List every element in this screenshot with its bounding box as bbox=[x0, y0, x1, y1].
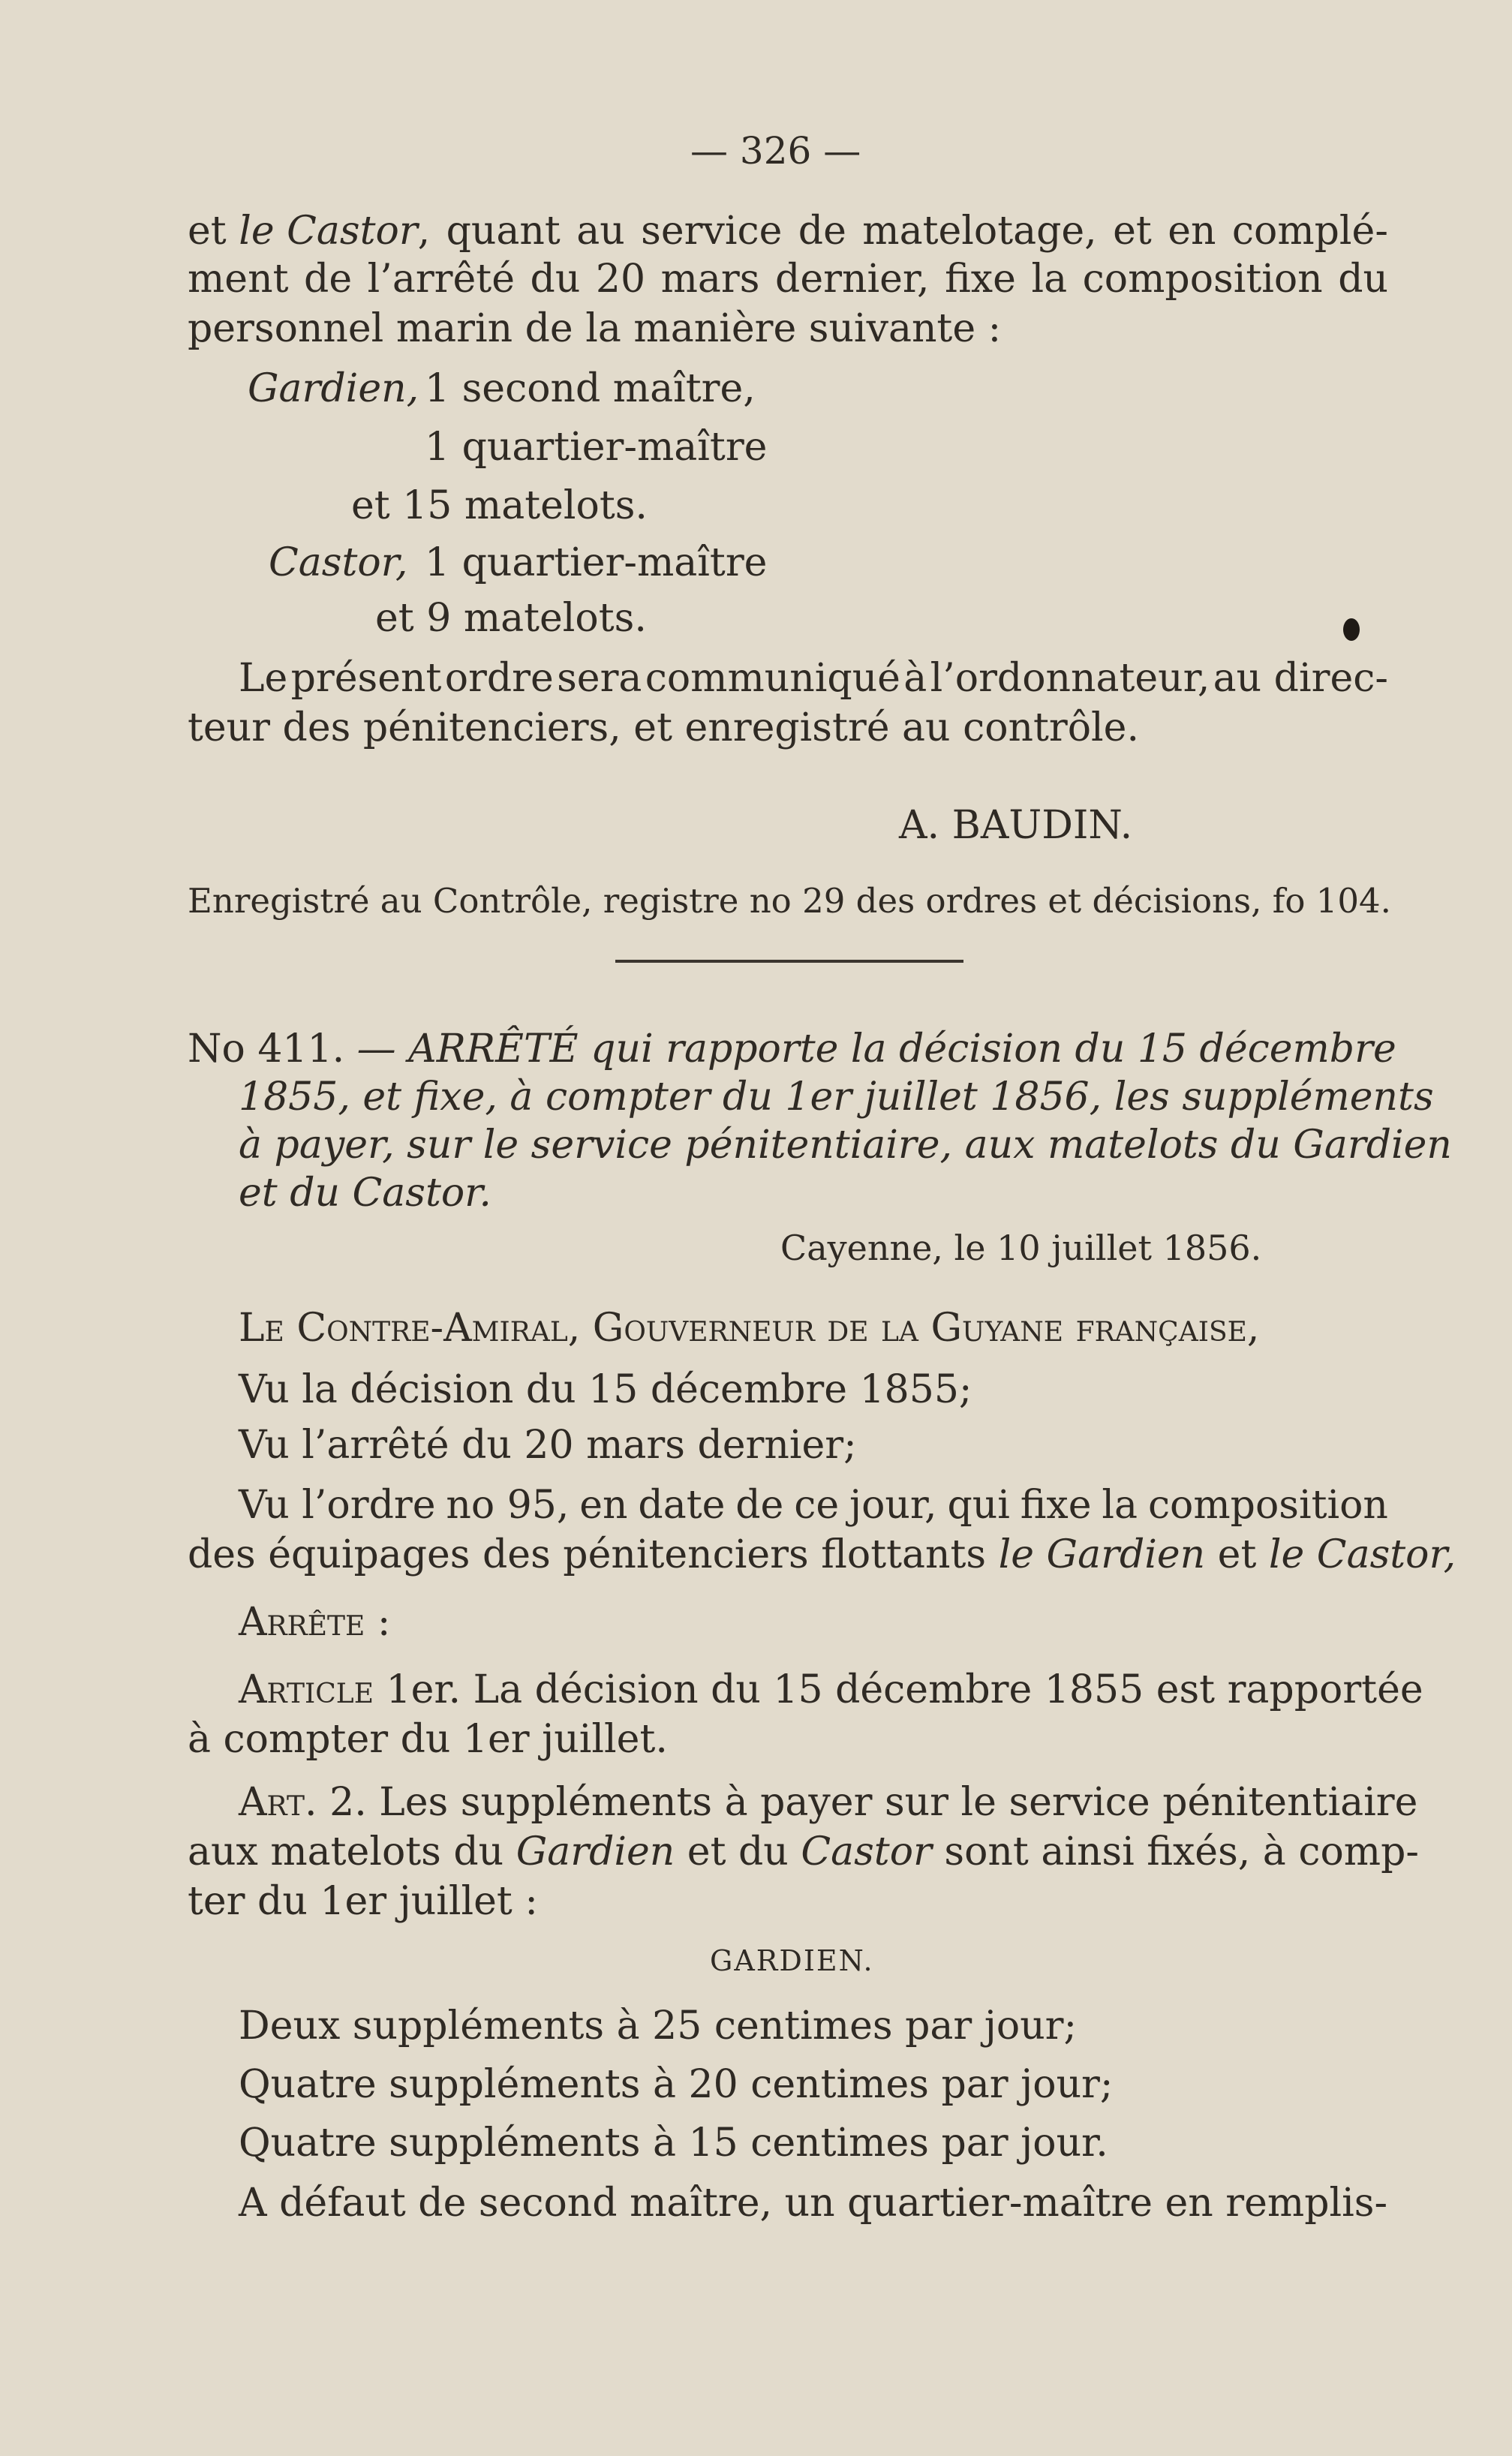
crew-castor-2: et 9 matelots. bbox=[375, 596, 647, 641]
arrete-label: Arrête : bbox=[239, 1600, 391, 1645]
communication-line-1: Le présent ordre sera communiqué à l’ordonnateur, au direc- bbox=[239, 656, 1388, 701]
article-2-line-b: aux matelots du Gardien et du Castor sont ainsi fixés, à comp- bbox=[188, 1829, 1419, 1874]
arrete-heading-line-1: No 411. — ARRÊTÉ qui rapporte la décision du 15 décembre bbox=[188, 1027, 1396, 1072]
crew-gardien-name: Gardien, bbox=[248, 366, 419, 411]
page-number: — 326 — bbox=[690, 129, 861, 173]
article-1-line-b: à compter du 1er juillet. bbox=[188, 1717, 668, 1762]
article-2-line-a: Art. 2. Les suppléments à payer sur le service pénitentiaire bbox=[239, 1780, 1418, 1825]
vu-line-2: Vu l’arrêté du 20 mars dernier; bbox=[239, 1423, 857, 1468]
last-line: A défaut de second maître, un quartier-maître en remplis- bbox=[239, 2181, 1388, 2226]
intro-line-3: personnel marin de la manière suivante : bbox=[188, 306, 1002, 351]
registration-note: Enregistré au Contrôle, registre no 29 des ordres et décisions, fo 104. bbox=[188, 881, 1391, 921]
crew-gardien-2: 1 quartier-maître bbox=[425, 425, 768, 470]
signature: A. BAUDIN. bbox=[899, 803, 1133, 848]
intro-line-1: et le Castor, quant au service de matelotage, et en complé- bbox=[188, 209, 1388, 254]
arrete-heading-line-4: et du Castor. bbox=[239, 1171, 491, 1216]
crew-gardien-3: et 15 matelots. bbox=[351, 483, 648, 528]
communication-line-2: teur des pénitenciers, et enregistré au contrôle. bbox=[188, 705, 1139, 750]
section-divider bbox=[615, 960, 963, 963]
supplement-line-2: Quatre suppléments à 20 centimes par jour; bbox=[239, 2062, 1114, 2107]
article-1-line-a: Article 1er. La décision du 15 décembre 1855 est rapportée bbox=[239, 1667, 1423, 1712]
crew-castor-1: 1 quartier-maître bbox=[425, 540, 768, 585]
ink-blot bbox=[1343, 618, 1360, 641]
vu-line-3b: des équipages des pénitenciers flottants le Gardien et le Castor, bbox=[188, 1532, 1456, 1577]
arrete-heading-line-2: 1855, et fixe, à compter du 1er juillet 1856, les suppléments bbox=[239, 1075, 1434, 1120]
place-date: Cayenne, le 10 juillet 1856. bbox=[780, 1228, 1262, 1268]
supplement-line-1: Deux suppléments à 25 centimes par jour; bbox=[239, 2004, 1078, 2049]
article-2-line-c: ter du 1er juillet : bbox=[188, 1879, 538, 1924]
vu-line-3a: Vu l’ordre no 95, en date de ce jour, qui fixe la composition bbox=[239, 1483, 1388, 1528]
supplement-line-3: Quatre suppléments à 15 centimes par jour. bbox=[239, 2121, 1108, 2166]
crew-castor-name: Castor, bbox=[269, 540, 408, 585]
arrete-heading-line-3: à payer, sur le service pénitentiaire, aux matelots du Gardien bbox=[239, 1123, 1452, 1168]
authority-line: Le Contre-Amiral, Gouverneur de la Guyane française, bbox=[239, 1306, 1260, 1351]
vu-line-1: Vu la décision du 15 décembre 1855; bbox=[239, 1367, 972, 1412]
crew-gardien-1: 1 second maître, bbox=[425, 366, 756, 411]
intro-line-2: ment de l’arrêté du 20 mars dernier, fixe la composition du bbox=[188, 257, 1388, 302]
section-title-gardien: GARDIEN. bbox=[710, 1944, 874, 1977]
